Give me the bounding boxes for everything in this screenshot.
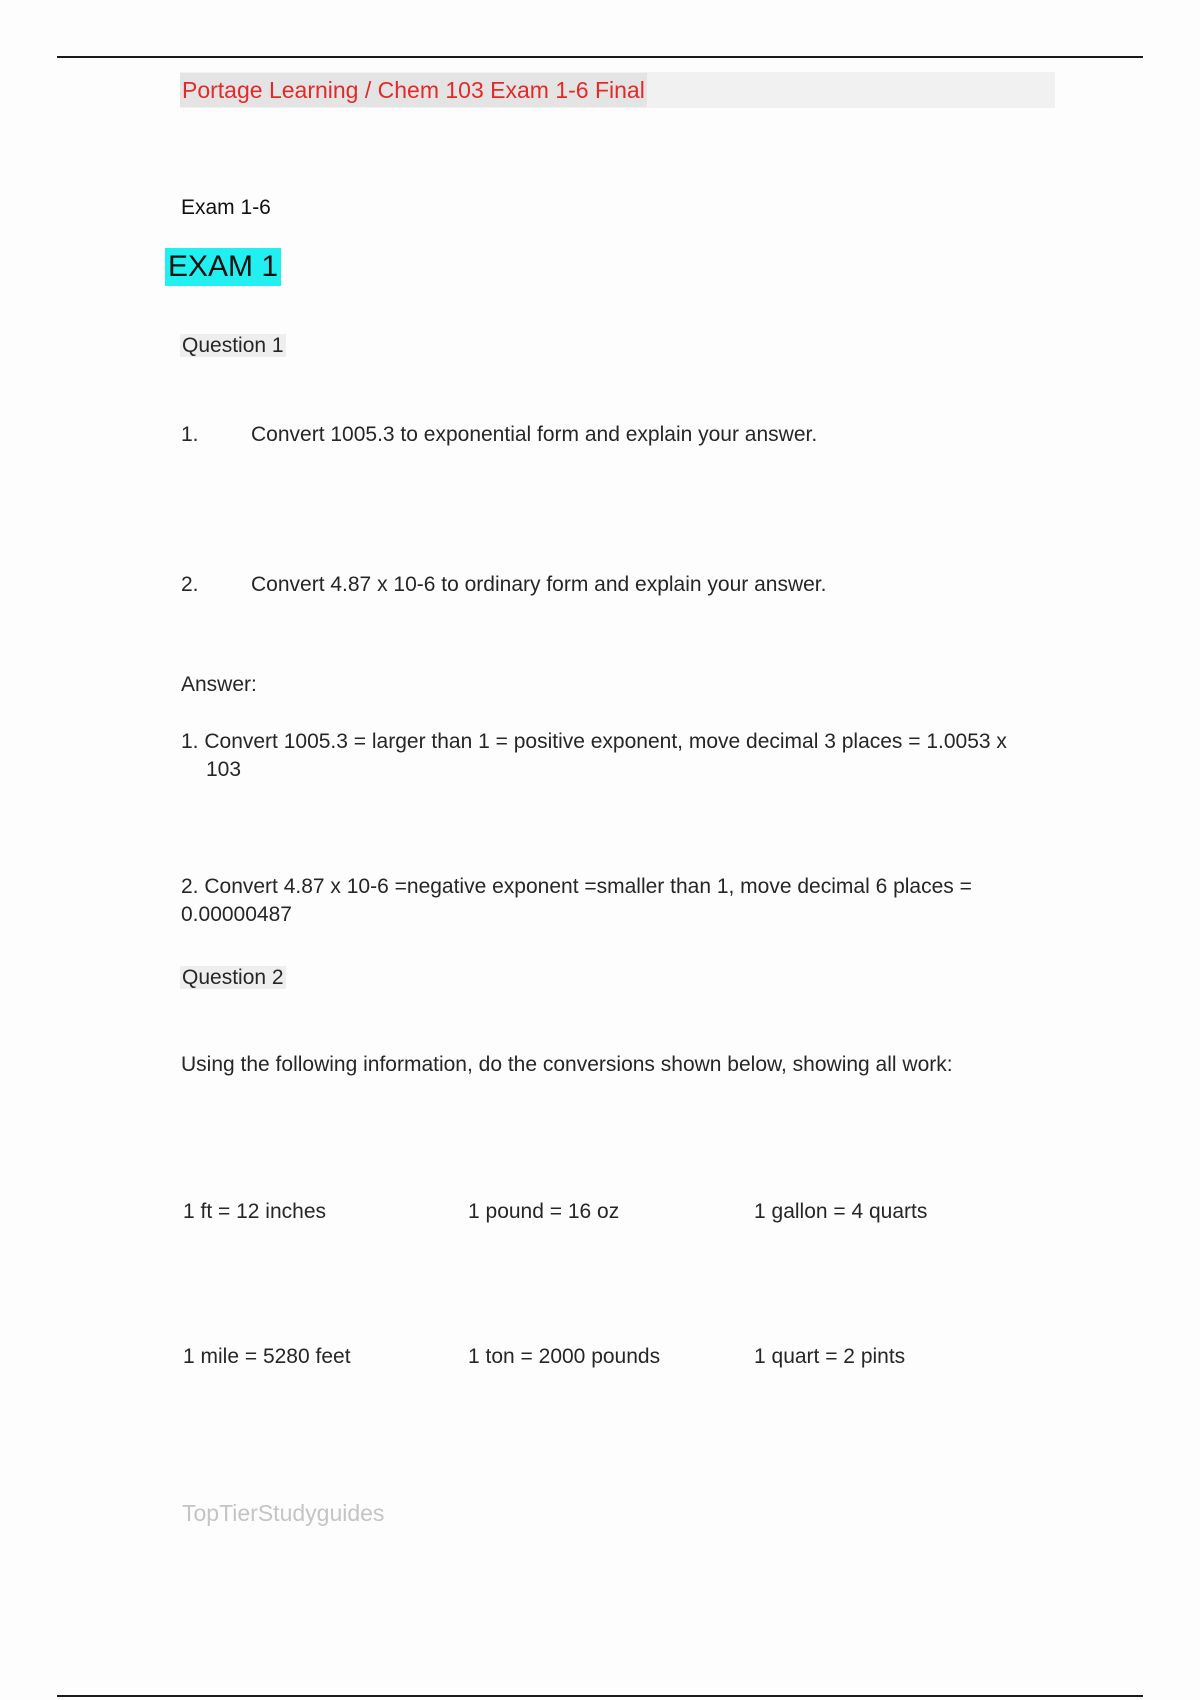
document-title: Portage Learning / Chem 103 Exam 1-6 Final (180, 73, 647, 107)
answer-2-line-2: 0.00000487 (181, 903, 292, 926)
question-1-label-text: Question 1 (182, 334, 284, 357)
question-1-item-1-text: Convert 1005.3 to exponential form and explain your answer. (251, 423, 818, 446)
answer-1-line-1: 1. Convert 1005.3 = larger than 1 = positive exponent, move decimal 3 places = 1.0053 x (181, 730, 1007, 753)
answer-1-line-2: 103 (206, 758, 242, 781)
exam-heading: EXAM 1 (165, 248, 281, 286)
section-subtitle: Exam 1-6 (181, 196, 271, 219)
question-1-label (180, 332, 286, 360)
conversion-ft-inches: 1 ft = 12 inches (183, 1200, 327, 1223)
bottom-rule (57, 1695, 1143, 1697)
watermark-text: TopTierStudyguides (182, 1500, 385, 1526)
answer-2-line-1: 2. Convert 4.87 x 10-6 =negative exponent =smaller than 1, move decimal 6 places = (181, 875, 972, 898)
question-2-intro: Using the following information, do the conversions shown below, showing all work: (181, 1053, 953, 1076)
question-1-item-1-number: 1. (181, 423, 199, 446)
conversion-mile-feet: 1 mile = 5280 feet (183, 1345, 351, 1368)
question-2-label-text: Question 2 (182, 966, 284, 989)
conversion-gallon-quarts: 1 gallon = 4 quarts (754, 1200, 928, 1223)
question-1-item-2-number: 2. (181, 573, 199, 596)
conversion-pound-oz: 1 pound = 16 oz (468, 1200, 620, 1223)
top-rule (57, 56, 1143, 58)
conversion-ton-pounds: 1 ton = 2000 pounds (468, 1345, 661, 1368)
answer-label: Answer: (181, 673, 257, 696)
question-1-item-2-text: Convert 4.87 x 10-6 to ordinary form and explain your answer. (251, 573, 827, 596)
conversion-quart-pints: 1 quart = 2 pints (754, 1345, 906, 1368)
question-2-label (180, 964, 286, 992)
